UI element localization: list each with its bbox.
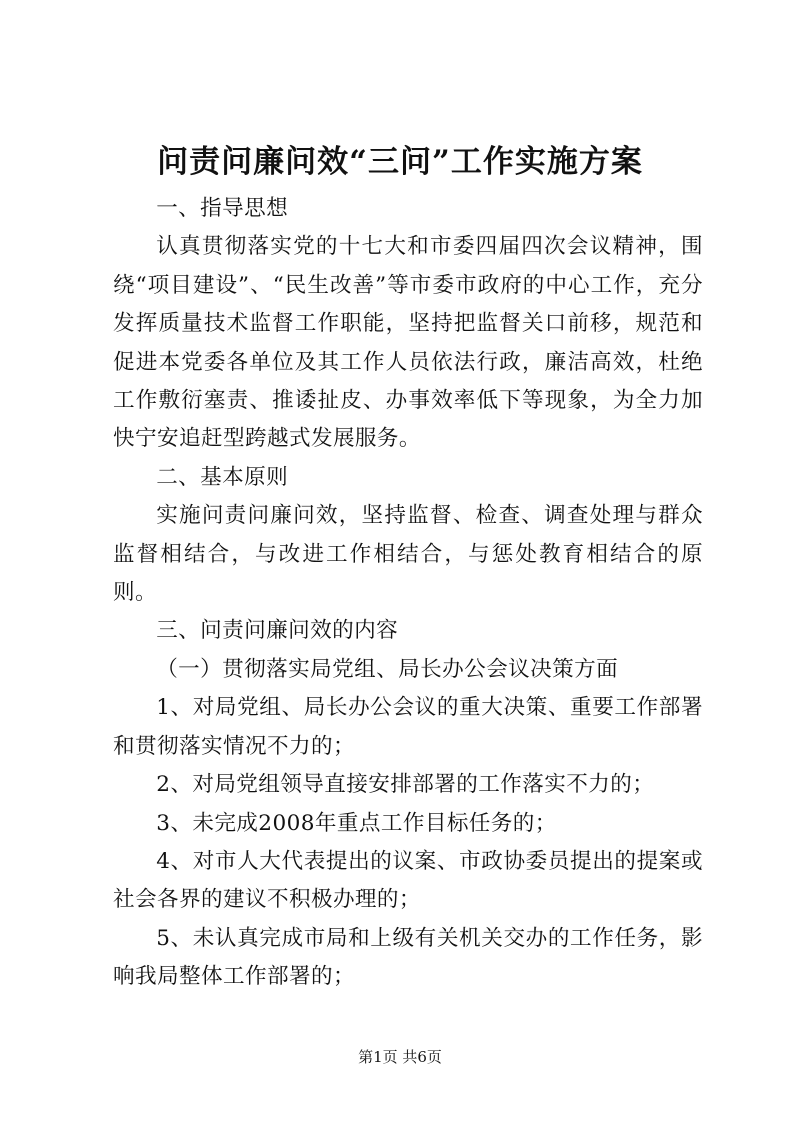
page-footer xyxy=(0,1047,800,1067)
paragraph-guiding-ideology: 认真贯彻落实党的十七大和市委四届四次会议精神，围绕“项目建设”、“民生改善”等市委市政府的中心工作，充分发挥质量技术监督工作职能，坚持把监督关口前移，规范和促进本党委各单位及其工作人员依法行政，廉洁高效，杜绝工作敷衍塞责、推诿扯皮、办事效率低下等现象，为全力加快宁安追赶型跨越式发展服务。 xyxy=(113,234,703,452)
list-item-5: 5、未认真完成市局和上级有关机关交办的工作任务，影响我局整体工作部署的； xyxy=(113,925,703,990)
section-heading-content: 三、问责问廉问效的内容 xyxy=(156,618,399,644)
list-item-1: 1、对局党组、局长办公会议的重大决策、重要工作部署和贯彻落实情况不力的； xyxy=(113,695,703,759)
subsection-heading-decisions: （一）贯彻落实局党组、局长办公会议决策方面 xyxy=(156,656,619,682)
page-number: 第1页 共6页 xyxy=(358,1048,442,1066)
document-title: 问责问廉问效“三问”工作实施方案 xyxy=(157,144,643,180)
list-item-4: 4、对市人大代表提出的议案、市政协委员提出的提案或社会各界的建议不积极办理的； xyxy=(113,848,703,913)
list-item-3: 3、未完成2008年重点工作目标任务的； xyxy=(156,810,557,836)
section-heading-basic-principles: 二、基本原则 xyxy=(156,464,289,490)
list-item-2: 2、对局党组领导直接安排部署的工作落实不力的； xyxy=(156,772,655,798)
section-heading-guiding-ideology: 一、指导思想 xyxy=(156,196,289,221)
paragraph-basic-principles: 实施问责问廉问效，坚持监督、检查、调查处理与群众监督相结合，与改进工作相结合，与惩处教育相结合的原则。 xyxy=(113,503,703,606)
document-body xyxy=(113,190,703,997)
